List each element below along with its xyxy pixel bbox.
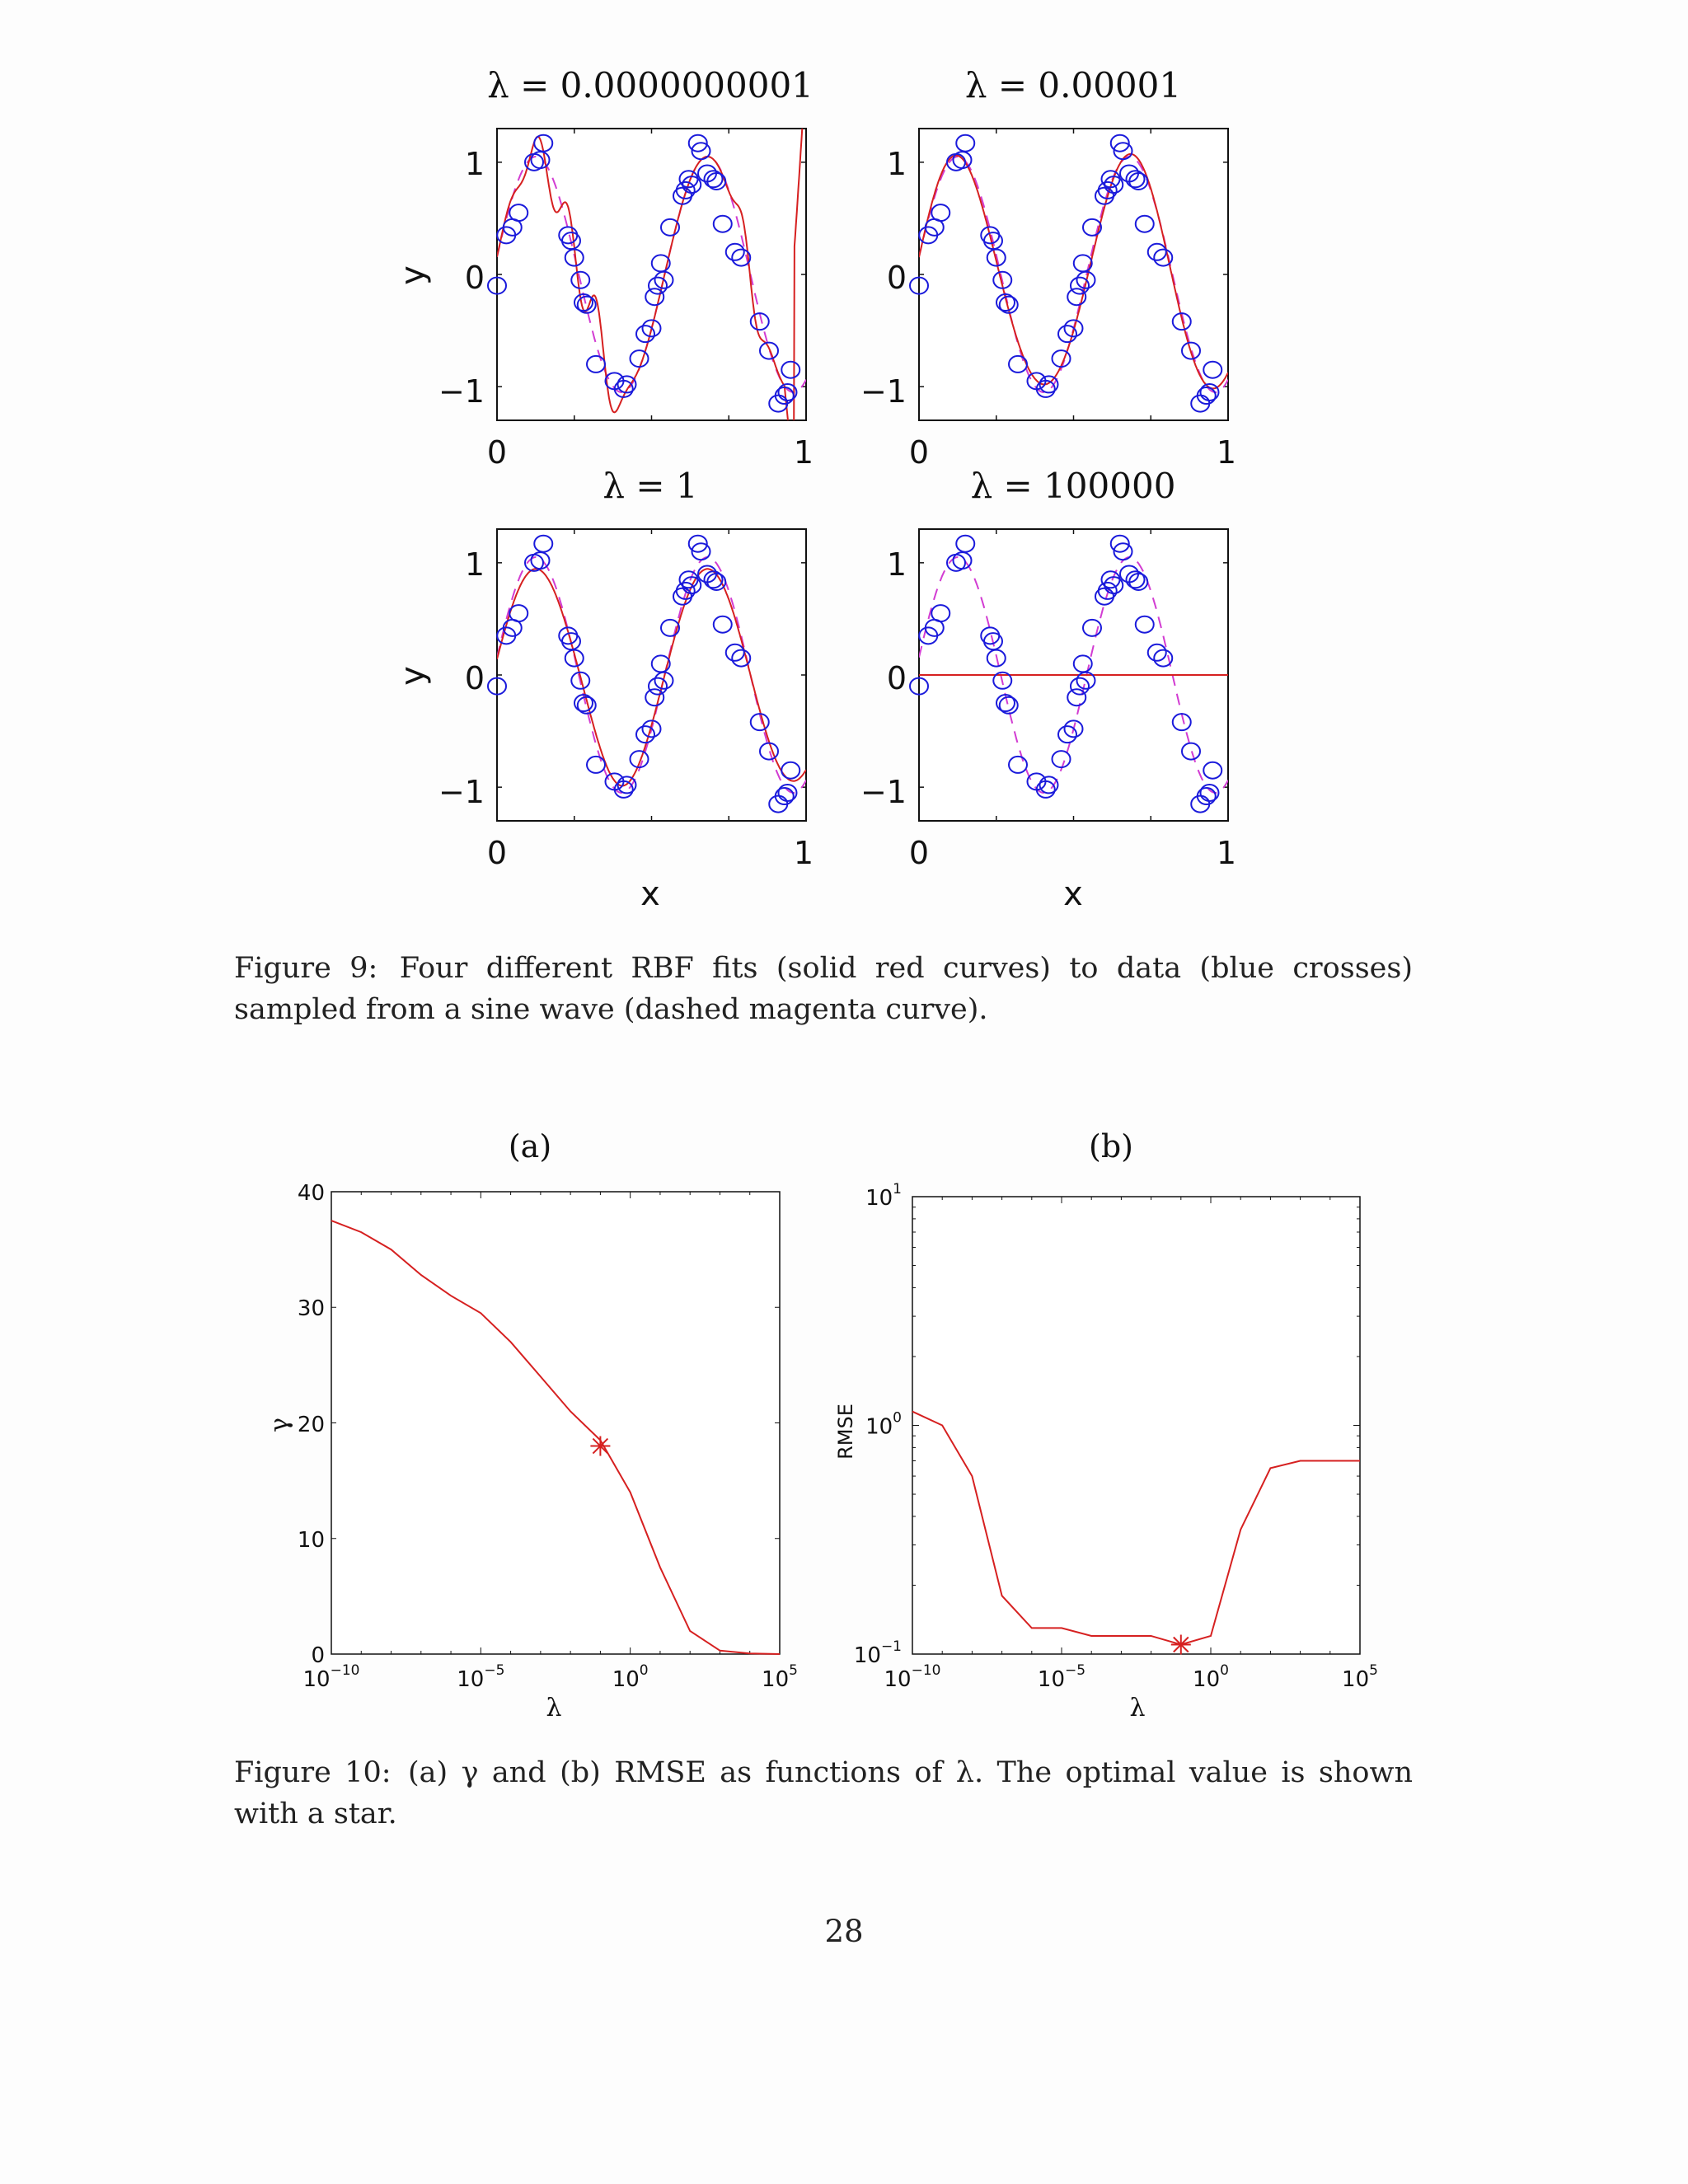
xtick-1: 1 [1216,434,1237,471]
ytick-labels-b [854,1181,902,1668]
ytick-label: $10^1$ [865,1181,902,1211]
gamma-panel [331,1192,780,1654]
figure9-caption-label: Figure 9: [234,952,378,985]
rbf-panel-3 [488,529,806,821]
ytick-1: 1 [886,546,907,583]
ytick-a-10: 10 [297,1528,325,1553]
ytick-neg1: −1 [860,373,907,410]
xtick-0: 0 [908,434,930,471]
ytick-a-20: 20 [297,1413,325,1437]
xtick-label: $10^0$ [612,1662,649,1692]
panel-title-1: λ = 0.0000000001 [487,65,814,105]
xtick-label: $10^5$ [1342,1662,1378,1692]
y-axis-label-top: y [394,265,432,285]
figure10-caption-label: Figure 10: [234,1756,392,1789]
xtick-label: $10^{-10}$ [302,1662,360,1692]
figure10-caption [234,1752,1413,1835]
xtick-0: 0 [486,434,508,471]
panel-title-3: λ = 1 [603,466,698,506]
ytick-0: 0 [886,660,907,696]
xtick-label: $10^{-10}$ [884,1662,941,1692]
x-axis-label-b: λ [1129,1694,1146,1722]
xtick-labels-b [884,1662,1378,1692]
x-axis-label-right: x [1063,875,1083,913]
plot-frame-a [331,1192,780,1654]
y-axis-label-bottom: y [394,666,432,686]
rmse-panel [912,1197,1360,1655]
ytick-neg1: −1 [438,373,485,410]
ytick-0: 0 [464,260,485,296]
xtick-1: 1 [793,835,814,871]
figure9-caption [234,948,1413,1030]
ytick-a-0: 0 [311,1643,325,1668]
ytick-a-40: 40 [297,1181,325,1206]
xtick-0: 0 [908,835,930,871]
x-axis-label-left: x [640,875,660,913]
xtick-label: $10^{-5}$ [457,1662,505,1692]
plot-frame [919,129,1228,420]
rbf-panel-1 [488,66,806,473]
panel-label-a: (a) [508,1128,552,1165]
xtick-1: 1 [1216,835,1237,871]
ytick-0: 0 [464,660,485,696]
ytick-1: 1 [886,146,907,182]
ytick-1: 1 [464,546,485,583]
panel-title-2: λ = 0.00001 [964,65,1182,105]
ytick-label: $10^0$ [865,1409,902,1440]
y-axis-label-a: γ [265,1418,294,1432]
rbf-panel-4 [910,529,1228,821]
xtick-label: $10^0$ [1193,1662,1229,1692]
rbf-panel-2 [910,129,1228,420]
ytick-0: 0 [886,260,907,296]
ytick-neg1: −1 [860,774,907,810]
plot-frame-b [912,1197,1360,1654]
xtick-label: $10^5$ [762,1662,798,1692]
page-number: 28 [824,1914,864,1949]
figure10-caption-text: (a) γ and (b) RMSE as functions of λ. The optimal value is shown with a star. [234,1756,1413,1830]
plot-frame [497,129,806,420]
ytick-neg1: −1 [438,774,485,810]
ytick-1: 1 [464,146,485,182]
x-axis-label-a: λ [546,1694,562,1722]
figure9-caption-text: Four different RBF fits (solid red curves) to data (blue crosses) sampled from a sine wave (dashed magenta curve). [234,952,1413,1026]
panel-label-b: (b) [1089,1128,1133,1165]
xtick-1: 1 [793,434,814,471]
xtick-label: $10^{-5}$ [1037,1662,1086,1692]
ytick-label: $10^{-1}$ [853,1638,902,1668]
panel-title-4: λ = 100000 [970,466,1176,506]
ytick-a-30: 30 [297,1296,325,1321]
y-axis-label-b: RMSE [834,1404,857,1460]
xtick-0: 0 [486,835,508,871]
xtick-labels-a [303,1662,798,1692]
